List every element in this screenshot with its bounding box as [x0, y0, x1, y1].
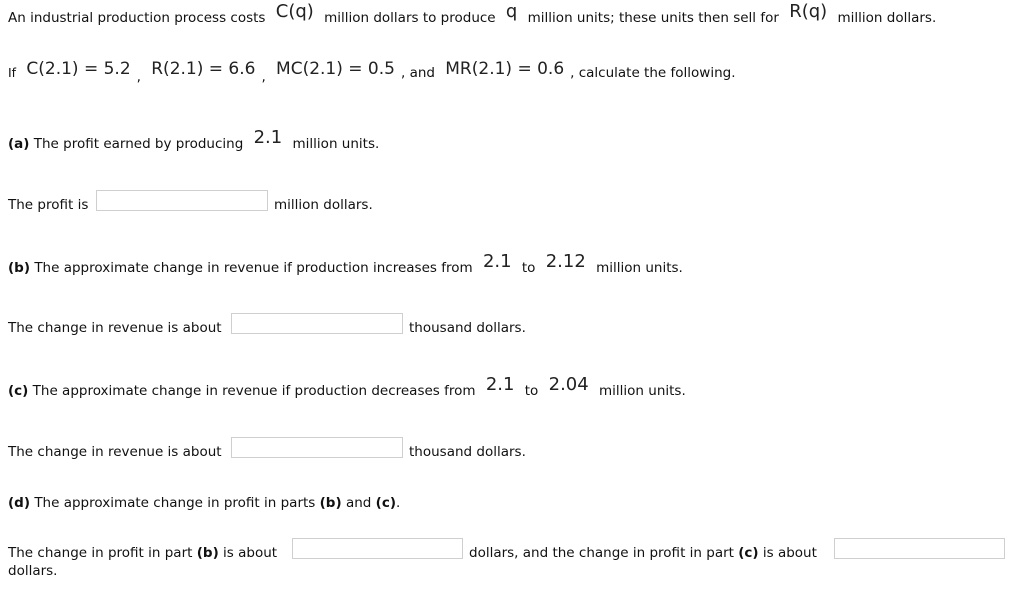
part-b-answer-prefix: The change in revenue is about [8, 320, 222, 336]
part-a-answer-suffix: million dollars. [274, 197, 373, 213]
part-b-tail: million units. [596, 260, 683, 276]
part-b-text: The approximate change in revenue if production increases from [34, 260, 473, 276]
part-c-text: The approximate change in revenue if production decreases from [32, 383, 476, 399]
part-d-text: The approximate change in profit in parts [34, 495, 316, 511]
given-marginal-revenue: MR(2.1) = 0.6 [445, 59, 565, 79]
part-d-mid-2: dollars, and the change in profit in part [469, 545, 734, 561]
intro-text-4: million dollars. [837, 10, 937, 26]
part-c-answer-suffix: thousand dollars. [409, 444, 526, 460]
part-b-from: 2.1 [482, 251, 512, 272]
intro-text-3: million units; these units then sell for [527, 10, 779, 26]
given-cost: C(2.1) = 5.2 [26, 59, 131, 79]
given-line [8, 59, 736, 85]
part-d-question [8, 495, 400, 511]
comma: , [136, 69, 141, 85]
part-d-ref-c: (c) [375, 495, 396, 511]
part-c-label: (c) [8, 383, 29, 399]
part-c-to-word: to [524, 383, 539, 399]
quantity-variable: q [505, 1, 518, 22]
intro-line [8, 1, 937, 27]
part-d-answer-ref-c: (c) [738, 545, 759, 561]
intro-text-2: million dollars to produce [324, 10, 496, 26]
part-a-text: The profit earned by producing [33, 136, 244, 152]
part-b-answer-suffix: thousand dollars. [409, 320, 526, 336]
given-tail: , calculate the following. [570, 65, 736, 81]
part-d-answer-line-2 [469, 545, 817, 561]
part-d-and: and [345, 495, 372, 511]
part-a-tail: million units. [292, 136, 380, 152]
given-revenue: R(2.1) = 6.6 [151, 59, 256, 79]
part-d-ref-b: (b) [319, 495, 342, 511]
part-d-period: . [396, 495, 401, 511]
part-d-prefix: The change in profit in part [8, 545, 193, 561]
part-b-label: (b) [8, 260, 31, 276]
revenue-decrease-answer-input[interactable] [231, 437, 403, 458]
part-d-label: (d) [8, 495, 31, 511]
part-a-label: (a) [8, 136, 30, 152]
profit-change-b-input[interactable] [292, 538, 463, 559]
part-d-answer-line [8, 545, 277, 561]
and-word: , and [400, 65, 435, 81]
part-c-tail: million units. [599, 383, 686, 399]
part-d-answer-ref-b: (b) [196, 545, 219, 561]
comma: , [261, 69, 266, 85]
part-a-quantity: 2.1 [253, 127, 283, 148]
given-marginal-cost: MC(2.1) = 0.5 [276, 59, 395, 79]
part-c-to: 2.04 [548, 374, 589, 395]
revenue-function: R(q) [789, 1, 828, 22]
profit-change-c-input[interactable] [834, 538, 1005, 559]
revenue-increase-answer-input[interactable] [231, 313, 403, 334]
profit-answer-input[interactable] [96, 190, 268, 211]
if-word: If [8, 65, 17, 80]
part-c-from: 2.1 [485, 374, 515, 395]
cost-function: C(q) [275, 1, 314, 22]
part-c-question [8, 374, 686, 400]
part-d-mid-1: is about [223, 545, 278, 561]
part-b-to-word: to [521, 260, 536, 276]
part-b-question [8, 251, 683, 277]
part-a-answer-prefix: The profit is [8, 197, 89, 213]
part-b-to: 2.12 [545, 251, 586, 272]
part-c-answer-prefix: The change in revenue is about [8, 444, 222, 460]
part-a-question [8, 127, 380, 153]
part-d-tail: dollars. [8, 563, 58, 579]
intro-text-1: An industrial production process costs [8, 10, 266, 26]
part-d-mid-3: is about [762, 545, 817, 561]
